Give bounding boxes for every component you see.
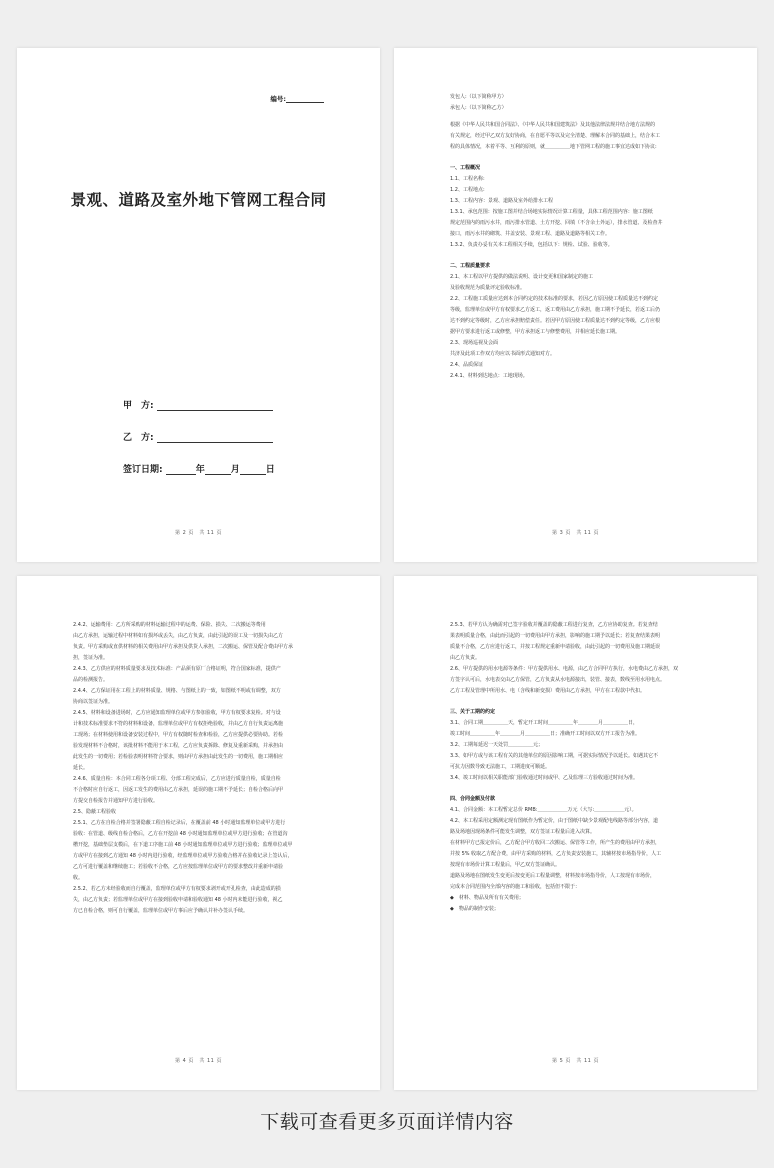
party-b-label: 乙 方: xyxy=(123,433,154,443)
text-line: 乙方可进行覆盖和继续施工；若验收不合格，乙方应按监理单位或甲方的要求整改并重新申请验 xyxy=(73,864,284,870)
text-line: 完成本合同范围内全部内容的施工和验收，包括但不限于： xyxy=(450,884,581,890)
text-line: 此发生的一切费用；若检验表明材料符合要求，则由甲方承担由此发生的一切费用，施工期相应 xyxy=(73,754,284,760)
text-line: 2.5、隐蔽工程验收 xyxy=(73,809,116,815)
contract-number-label: 编号: xyxy=(270,95,286,103)
text-line: 根据《中华人民共和国合同法》、《中华人民共和国建筑法》及其他法律法规并结合地方法规的 xyxy=(450,122,656,128)
text-line: 方提交自检报告并通知甲方进行验收。 xyxy=(73,798,159,804)
party-a-line xyxy=(123,398,273,411)
month-blank xyxy=(205,464,231,475)
text-line: 计和技术标准要求不符的材料和设备，监理单位或甲方有权拒绝验收，并由乙方自行负责运离施 xyxy=(73,721,284,727)
contract-cover-page xyxy=(17,48,380,562)
text-line: 2.4.3、乙方供应的材料质量要求及技术标准：产品须有原厂合格证明，符合国家标准，提供产 xyxy=(73,666,281,672)
text-line: 4.2、本工程采用定额测定现有图纸作为暂定价，由于图纸中缺少景观配电线路等部分内容，道 xyxy=(450,818,658,824)
text-line: 按现有市场价计算工程量后，甲乙双方签证确认。 xyxy=(450,862,561,868)
party-a-label: 甲 方: xyxy=(123,401,154,411)
text-line: 据甲方要求进行返工或修整，甲方承担返工与修整费用，并相应延长施工期。 xyxy=(450,329,621,335)
text-line: 1.1、工程名称: xyxy=(450,176,485,182)
text-line: 达不到约定等级时，乙方应承担赔偿责任。若因甲方原因使工程质量达不到约定等级，乙方应根 xyxy=(450,318,661,324)
text-line: 2.4、品质保证 xyxy=(450,362,483,368)
page-5-body xyxy=(450,620,701,915)
text-line: ◆ 材料、物品及所有有关费用； xyxy=(450,895,524,901)
party-b-line xyxy=(123,430,273,443)
day-label: 日 xyxy=(265,465,275,475)
paragraph-gap xyxy=(450,784,701,790)
text-line: 协商以签证为准。 xyxy=(73,699,114,705)
section-heading: 三、关于工期的约定 xyxy=(450,709,496,715)
text-line: 路及场地因现场条件可能发生调整，双方签证工程量后进入决算。 xyxy=(450,829,596,835)
contract-number-field xyxy=(270,94,324,103)
text-line: 验收：在管道、级线自检合格后，乙方在开挖前 48 小时通知监理单位或甲方进行验收；在管道沟 xyxy=(73,831,288,837)
download-caption: 下载可查看更多页面详情内容 xyxy=(260,1111,514,1133)
text-line: 2.4.2、运输费用：乙方所采购的材料运输过程中的运费、保险、损失、二次搬运等费用 xyxy=(73,622,266,628)
text-line: 负责。甲方采购或直供材料的相关费用由甲方承担及供货人承担，二次搬运、保管及配合费由甲方承 xyxy=(73,644,294,650)
text-line: 延长。 xyxy=(73,765,89,771)
text-line: 担，签证为准。 xyxy=(73,655,109,661)
text-line: 3.3、如甲方或与该工程有关的其他单位的原因影响工期，可据实际情况予以延长。如遇其它不 xyxy=(450,753,658,759)
sign-date-line xyxy=(123,462,275,475)
sign-date-label: 签订日期: xyxy=(123,465,163,475)
text-line: 2.4.5、材料和设备进场时，乙方应通知监理单位或甲方参加验收，甲方有权要求复检。对与设 xyxy=(73,710,281,716)
text-line: ◆ 物品的制作安装； xyxy=(450,906,499,912)
contract-page-5 xyxy=(394,576,757,1090)
text-line: 接口，雨污水井的砌筑、井盖安装、景观工程、道路及道路等相关工作。 xyxy=(450,231,611,237)
page-number: 第 4 页 共 11 页 xyxy=(175,1058,222,1064)
text-line: 并按 5% 收取乙方配合费，由甲方采购的材料，乙方负责安装施工，其辅材按市场指导价，人工 xyxy=(450,851,662,857)
text-line: 由乙方负责。 xyxy=(450,655,481,661)
text-line: 1.3.2、负责办妥有关本工程相关手续，包括以下：规检、试验、验收等。 xyxy=(450,242,613,248)
page-number: 第 2 页 共 11 页 xyxy=(175,530,222,536)
month-label: 月 xyxy=(230,465,240,475)
text-line: 工现场；在材料使用和设备安装过程中，甲方有权随时检查和检验，乙方应提供必要协助。若检 xyxy=(73,732,284,738)
text-line: 收。 xyxy=(73,875,84,881)
party-a-blank xyxy=(157,400,273,411)
text-line: 在材料甲方已报定价后，乙方配合甲方收回二次搬运、保管等工作，所产生的费用由甲方承担， xyxy=(450,840,661,846)
text-line: 1.3.1、承包范围：按施工图并结合场地实际情况计算工程量，具体工程范围内容：施工图纸 xyxy=(450,209,653,215)
text-line: 发包人:（以下简称甲方） xyxy=(450,94,507,100)
text-line: 果表明质量合格，由此而引起的一切费用由甲方承担，影响的施工期予以延长；若复查结果表明 xyxy=(450,633,661,639)
text-line: 失，由乙方负责；若监理单位或甲方在接到验收申请和验收通知 48 小时内未能进行验收，视乙 xyxy=(73,897,283,903)
text-line: 承包人:（以下简称乙方） xyxy=(450,105,507,111)
paragraph-gap xyxy=(450,251,701,257)
text-line: 程的具体情况，本着平等、互利的原则，就＿＿＿＿＿地下管网工程的施工事宜达成如下协议: xyxy=(450,144,657,150)
section-heading: 二、工程质量要求 xyxy=(450,263,491,269)
text-line: 3.4、竣工时间以相关职能部门验收通过时间或甲、乙及监理三方验收通过时间为准。 xyxy=(450,775,638,781)
text-line: 质量不合格，乙方应进行返工，并按工程规定重新申请验收，由此引起的一切费用及施工期延误 xyxy=(450,644,661,650)
text-line: 2.1、本工程以甲方提供的做法说明、设计变更和国家制定的施工 xyxy=(450,274,593,280)
text-line: 2.4.6、质量自检：本合同工程各分项工程、分部工程完成后，乙方应进行质量自检，质量自检 xyxy=(73,776,281,782)
page-number: 第 5 页 共 11 页 xyxy=(552,1058,599,1064)
text-line: 3.2、工期每延迟一天处罚＿＿＿＿＿元； xyxy=(450,742,543,748)
page-number: 第 3 页 共 11 页 xyxy=(552,530,599,536)
text-line: 2.5.2、若乙方未经验收而自行覆盖，监理单位或甲方有权要求剥开或开孔检查，由此造成的损 xyxy=(73,886,281,892)
text-line: 2.5.3、若甲方认为确需对已签字验收并覆盖的隐蔽工程进行复查，乙方应协助复查。若复查结 xyxy=(450,622,658,628)
text-line: 可抗力因数导致无法施工，工期进度可顺延。 xyxy=(450,764,551,770)
day-blank xyxy=(240,464,266,475)
text-line: 2.6、甲方提供的用水电源等条件：甲方提供用水、电源，由乙方合同甲方执行，水电费由乙方承担，双 xyxy=(450,666,678,672)
text-line: 由乙方承担，运输过程中材料如有损坏或丢失，由乙方负责，由此引起的误工及一切损失由乙方 xyxy=(73,633,284,639)
text-line: 品的检测报告。 xyxy=(73,677,109,683)
contract-page-4 xyxy=(17,576,380,1090)
text-line: 方已自检合格，则可自行覆盖，监理单位或甲方事后应予确认并补办签认手续。 xyxy=(73,908,249,914)
text-line: 2.4.1、材料到达地点：工地现场。 xyxy=(450,373,528,379)
text-line: 有关规定，经过甲乙双方友好协商，在自愿平等以及完全清楚、理解本合同的基础上，结合本工 xyxy=(450,133,661,139)
text-line: 方签字认可后，水电表交由乙方保管，乙方负责从水电源接出，装管、接表，数线至用水用电点。 xyxy=(450,677,666,683)
text-line: 4.1、合同金额：本工程暂定总价 RMB:＿＿＿＿＿＿万元（大写:＿＿＿＿＿＿元）。 xyxy=(450,807,637,813)
text-line: 乙方工程及管理中所用水、电（含线和新变损）费用由乙方承担，甲方在工程款中代扣。 xyxy=(450,688,646,694)
text-line: 及验收规范为质量评定验收标准。 xyxy=(450,285,526,291)
text-line: 2.3、现场巡视及会面 xyxy=(450,340,498,346)
text-line: 2.5.1、乙方在自检合格并签署隐蔽工程自检记录后，在覆盖前 48 小时通知监理单位或甲方进行 xyxy=(73,820,286,826)
text-line: 3.1、合同工期＿＿＿＿＿天，暂定开工时间＿＿＿＿＿年＿＿＿＿月＿＿＿＿＿日， xyxy=(450,720,638,726)
text-line: 2.4.4、乙方保证用在工程上的材料质量、规格、与图纸上的一致，如图纸不明或有调整，双方 xyxy=(73,688,281,694)
section-heading: 一、工程概况 xyxy=(450,165,481,171)
paragraph-gap xyxy=(450,697,701,703)
text-line: 2.2、工程施工质量应达到本合同约定的技术标准的要求，若因乙方原因使工程质量达不到约定 xyxy=(450,296,658,302)
page-4-body xyxy=(73,620,324,917)
contract-title: 景观、道路及室外地下管网工程合同 xyxy=(70,191,327,209)
year-label: 年 xyxy=(195,465,205,475)
text-line: 共济及此项工作双方均应以书面形式通知对方。 xyxy=(450,351,556,357)
text-line: 方或甲方在接到乙方通知 48 小时内进行验收，经监理单位或甲方验收合格并在验收记录上签认后， xyxy=(73,853,293,859)
year-blank xyxy=(166,464,196,475)
text-line: 槽开挖，基础垫层支模后，在下道工序施工前 48 小时通知监理单位或甲方进行验收；监理单位或甲 xyxy=(73,842,293,848)
party-b-blank xyxy=(157,432,273,443)
text-line: 竣工时间＿＿＿＿＿年＿＿＿＿月＿＿＿＿＿日；准确开工时间以双方开工报告为准。 xyxy=(450,731,641,737)
text-line: 道路及场地在图纸发生变更后按变更后工程量调整，材料按市场指导价，人工按现有市场价， xyxy=(450,873,656,879)
contract-number-blank xyxy=(286,96,324,103)
text-line: 1.2、工程地点: xyxy=(450,187,485,193)
paragraph-gap xyxy=(450,153,701,159)
contract-page-3 xyxy=(394,48,757,562)
text-line: 不合格时应自行返工，因返工发生的费用由乙方承担，延误的施工期不予延长；自检合格后向甲 xyxy=(73,787,284,793)
text-line: 验发现材料不合格时，该批材料不能用于本工程，乙方应负责拆除、修复及重新采购，并承担由 xyxy=(73,743,284,749)
section-heading: 四、合同金额及付款 xyxy=(450,796,496,802)
page-3-body xyxy=(450,92,701,382)
text-line: 规定范围内的雨污水井，雨污排水管道、土方开挖、回填（不含余土外运），排水管道、及检查井 xyxy=(450,220,663,226)
text-line: 等级，监理单位或甲方有权要求乙方返工，返工费用由乙方承担，施工期不予延长，若返工后仍 xyxy=(450,307,661,313)
text-line: 1.3、工程内容：景观、道路及室外给排水工程 xyxy=(450,198,553,204)
